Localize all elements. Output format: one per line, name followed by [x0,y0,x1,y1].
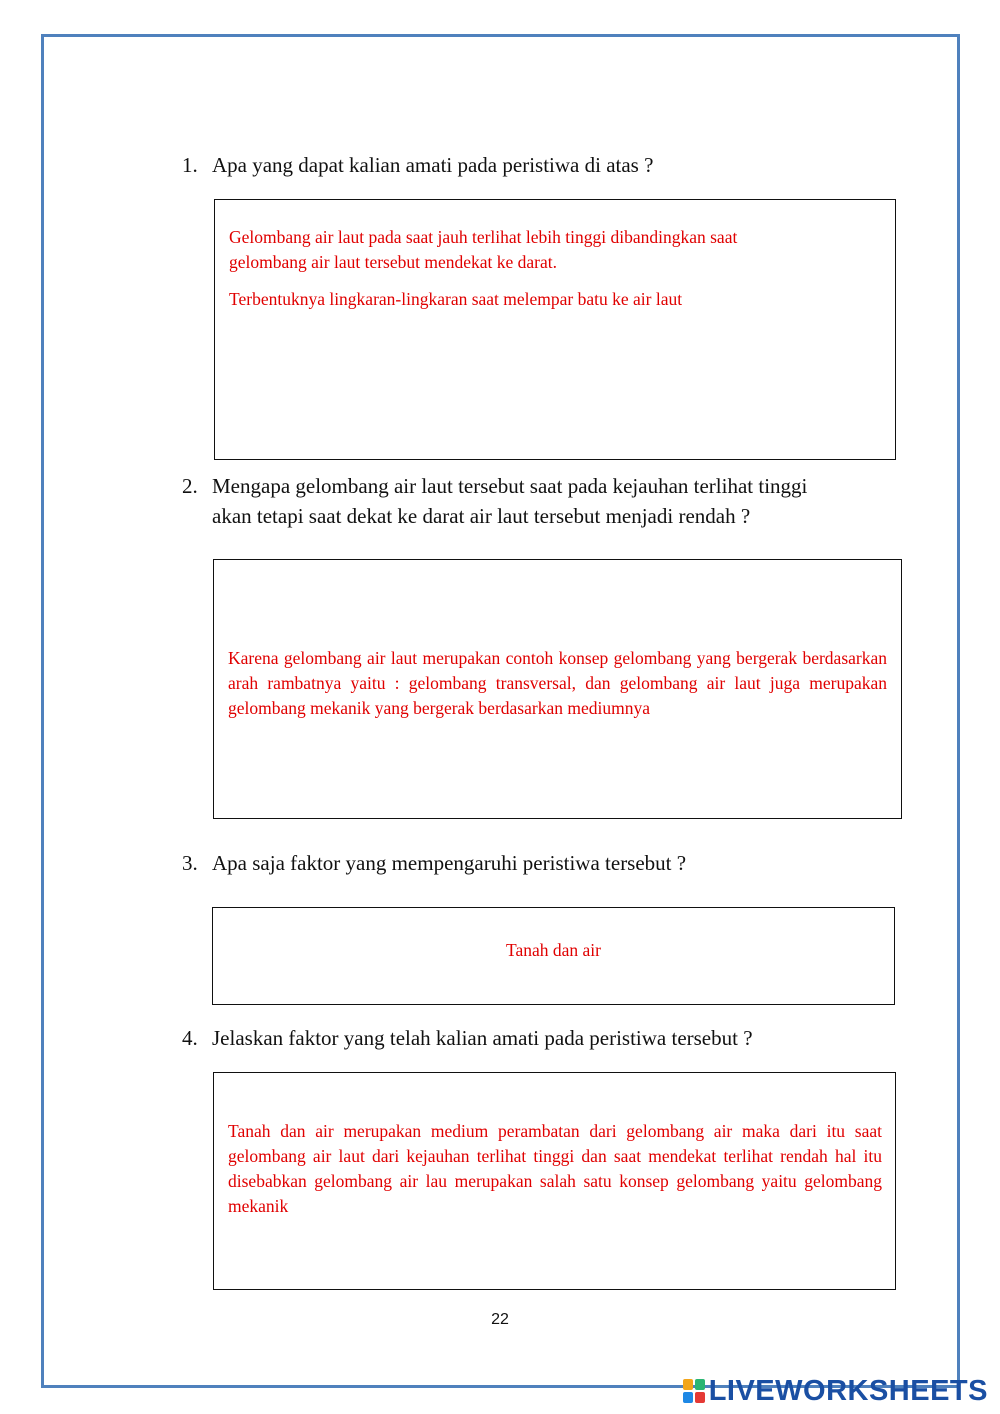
question-4-number: 4. [182,1026,198,1050]
question-3 [182,848,686,878]
answer-1-line-1: Gelombang air laut pada saat jauh terlihat lebih tinggi dibandingkan saat [229,227,738,247]
question-4-text: Jelaskan faktor yang telah kalian amati pada peristiwa tersebut ? [212,1026,753,1050]
question-2-text-line-2: akan tetapi saat dekat ke darat air laut tersebut menjadi rendah ? [212,504,751,528]
question-1 [182,150,653,180]
liveworksheets-brand[interactable] [683,1374,988,1408]
answer-1-line-2: gelombang air laut tersebut mendekat ke darat. [229,252,557,272]
answer-4: Tanah dan air merupakan medium perambatan dari gelombang air maka dari itu saat gelombang air laut dari kejauhan terlihat tinggi dan saat mendekat terlihat rendah hal itu disebabkan gelombang air lau merupakan salah satu konsep gelombang yaitu gelombang mekanik [228,1121,882,1216]
answer-1-paragraph-2: Terbentuknya lingkaran-lingkaran saat melempar batu ke air laut [229,289,683,309]
question-1-text: Apa yang dapat kalian amati pada peristiwa di atas ? [212,153,654,177]
page-number: 22 [491,1311,509,1328]
question-3-text: Apa saja faktor yang mempengaruhi peristiwa tersebut ? [212,851,687,875]
question-2-text-line-1: Mengapa gelombang air laut tersebut saat pada kejauhan terlihat tinggi [212,474,808,498]
answer-1 [229,225,879,324]
question-3-number: 3. [182,851,198,875]
answer-2: Karena gelombang air laut merupakan contoh konsep gelombang yang bergerak berdasarkan arah rambatnya yaitu : gelombang transversal, dan gelombang air laut juga merupakan gelombang mekanik yang bergerak berdasarkan mediumnya [228,648,887,718]
question-2-number: 2. [182,474,198,498]
question-1-number: 1. [182,153,198,177]
liveworksheets-wordmark: LIVEWORKSHEETS [708,1374,988,1407]
liveworksheets-logo-icon [683,1379,705,1403]
question-4 [182,1023,753,1053]
answer-3: Tanah dan air [506,940,601,960]
question-2 [182,471,807,531]
